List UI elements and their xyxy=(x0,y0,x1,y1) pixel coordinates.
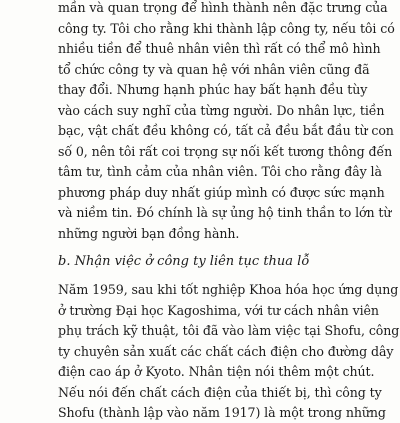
text-line: và niềm tin. Đó chính là sự ủng hộ tinh thần to lớn từ xyxy=(58,205,392,220)
text-line: công ty. Tôi cho rằng khi thành lập công ty, nếu tôi có xyxy=(58,20,395,36)
text-line: điện cao áp ở Kyoto. Nhân tiện nói thêm một chút. xyxy=(58,364,375,379)
text-line: nhiều tiền để thuê nhân viên thì rất có thể mô hình xyxy=(58,41,381,56)
text-line: những người bạn đồng hành. xyxy=(58,225,240,241)
text-line: Shofu (thành lập vào năm 1917) là một trong những xyxy=(58,405,386,420)
text-line: Năm 1959, sau khi tốt nghiệp Khoa hóa học ứng dụng xyxy=(58,282,399,297)
section-heading: b. Nhận việc ở công ty liên tục thua lỗ xyxy=(58,254,310,269)
text-line: tổ chức công ty và quan hệ với nhân viên cũng đã xyxy=(58,61,370,77)
text-line: phương pháp duy nhất giúp mình có được sức mạnh xyxy=(58,184,385,200)
text-line: vào cách suy nghĩ của từng người. Do nhân lực, tiền xyxy=(58,102,385,118)
text-line: tâm tư, tình cảm của nhân viên. Tôi cho rằng đây là xyxy=(58,164,382,179)
text-line: phụ trách kỹ thuật, tôi đã vào làm việc tại Shofu, công xyxy=(58,323,400,338)
text-line: bạc, vật chất đều không có, tất cả đều bắt đầu từ con xyxy=(58,123,394,138)
text-line: số 0, nên tôi rất coi trọng sự nối kết tương thông đến xyxy=(58,143,393,159)
text-line: Nếu nói đến chất cách điện của thiết bị, thì công ty xyxy=(58,384,382,400)
text-line: ở trường Đại học Kagoshima, với tư cách nhân viên xyxy=(58,302,379,318)
text-line: thay đổi. Nhưng hạnh phúc hay bất hạnh đều tùy xyxy=(58,82,368,97)
text-line: ty chuyên sản xuất các chất cách điện cho đường dây xyxy=(58,343,394,359)
text-line: mần và quan trọng để hình thành nên đặc trưng của xyxy=(58,0,388,15)
